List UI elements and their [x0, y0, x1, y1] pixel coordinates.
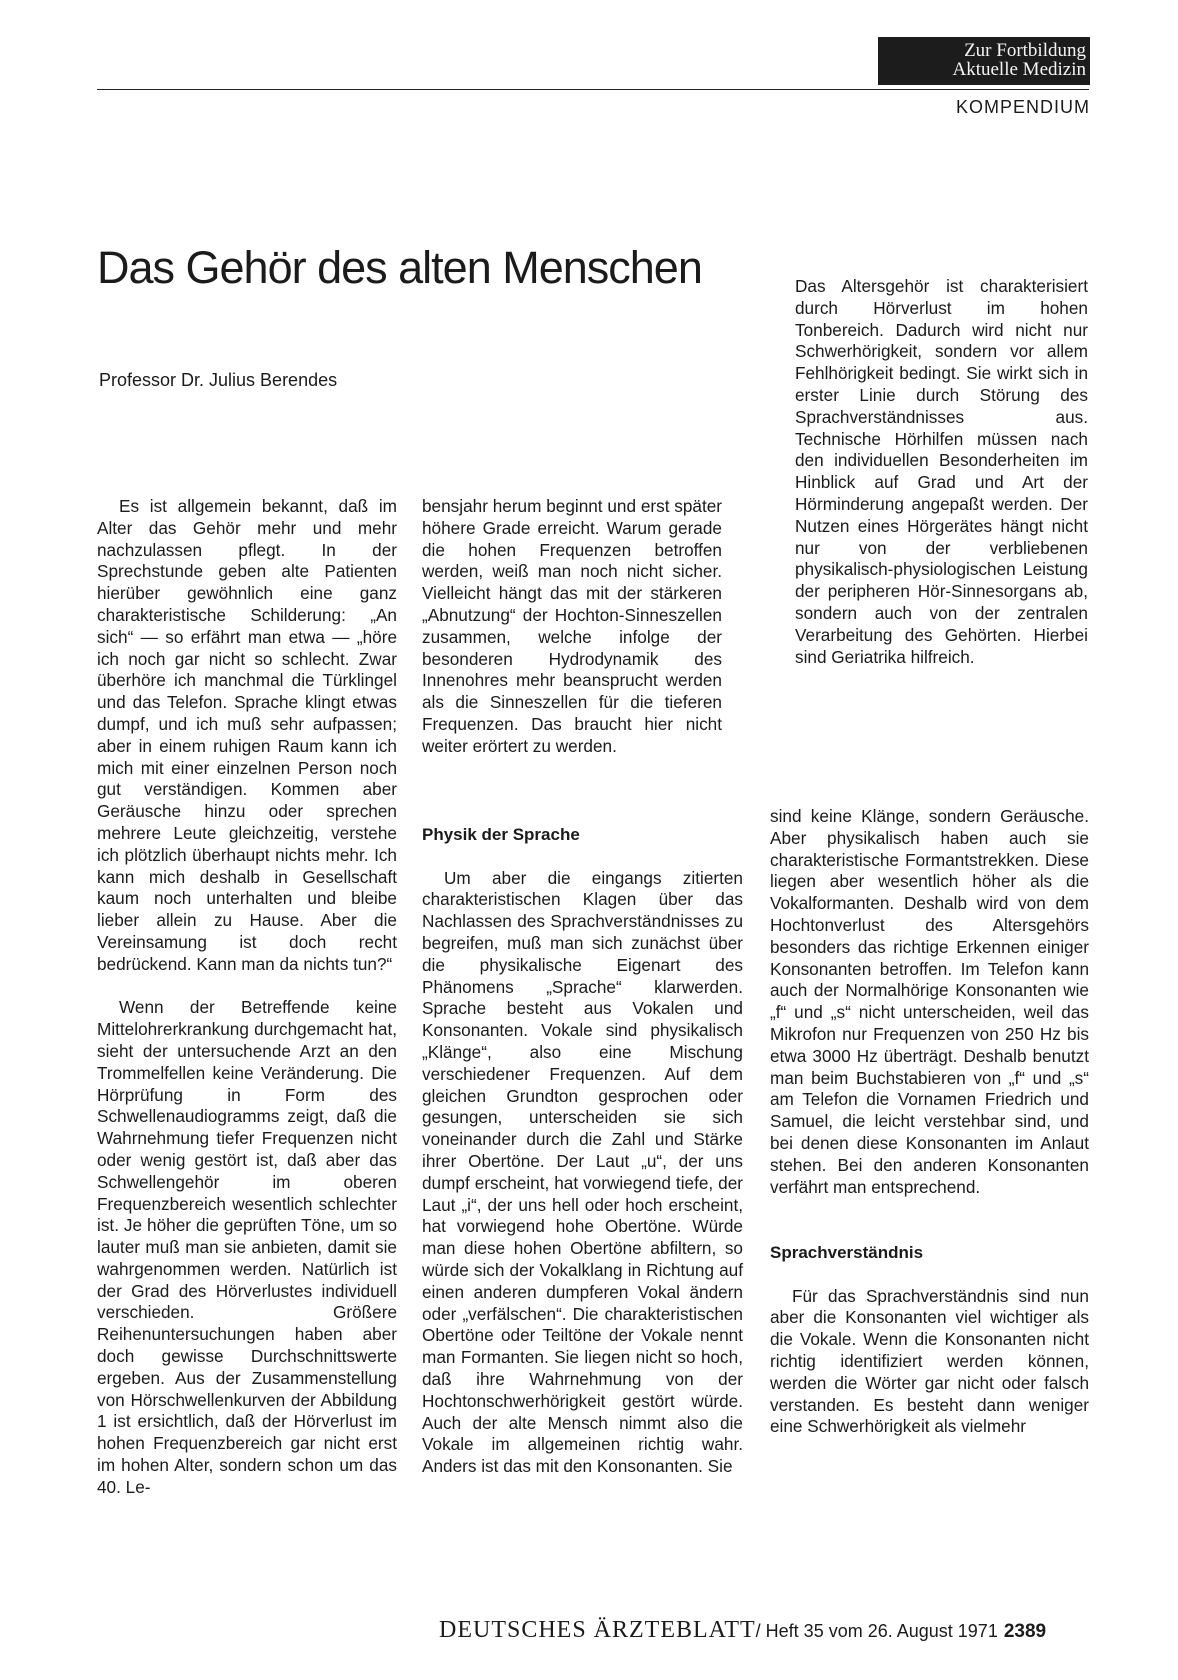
column-1 — [97, 496, 397, 1499]
section-label-line1: Zur Fortbildung — [964, 40, 1086, 61]
abstract-paragraph: Das Altersgehör ist charakterisiert durch Hörverlust im hohen Tonbereich. Dadurch wird nicht nur Schwerhörigkeit, sondern vor allem Fehlhörigkeit bedingt. Sie wirkt sich in erster Linie durch Störung des Sprachverständnisses aus. Technische Hörhilfen müssen nach den individuellen Besonderheiten im Hinblick auf Grad und Art der Hörminderung angepaßt werden. Der Nutzen eines Hörgerätes hängt nicht nur von der verbliebenen physikalisch-physiologischen Leistung der peripheren Hör-Sinnesorgans ab, sondern auch von der zentralen Verarbeitung des Gehörten. Hierbei sind Geriatrika hilfreich. — [795, 276, 1088, 667]
body-paragraph: Es ist allgemein bekannt, daß im Alter das Gehör mehr und mehr nachzulassen pflegt. In der Sprechstunde geben alte Patienten hierüber gewöhnlich eine ganz charakteristische Schilderung: „An sich“ — so erfährt man etwa — „höre ich noch gar nicht so schlecht. Zwar überhöre ich manchmal die Türklingel und das Telefon. Sprache klingt etwas dumpf, und ich muß sehr aufpassen; aber in einem ruhigen Raum kann ich mich mit einer einzelnen Person noch gut verständigen. Kommen aber Geräusche hinzu oder sprechen mehrere Leute gleichzeitig, verstehe ich plötzlich überhaupt nichts mehr. Ich kann mich deshalb in Gesellschaft kaum noch unterhalten und bleibe lieber allein zu Hause. Aber die Vereinsamung ist doch recht bedrückend. Kann man da nichts tun?“ — [97, 496, 397, 974]
section-heading-physik: Physik der Sprache — [422, 825, 580, 844]
category-label: KOMPENDIUM — [955, 97, 1090, 117]
body-paragraph: Wenn der Betreffende keine Mittelohrerkrankung durchgemacht hat, sieht der untersuchende Arzt an den Trommelfellen keine Veränderung. Die Hörprüfung in Form des Schwellenaudiogramms zeigt, daß die Wahrnehmung tiefer Frequenzen nicht oder wenig gestört ist, daß aber das Schwellengehör im oberen Frequenzbereich wesentlich schlechter ist. Je höher die geprüften Töne, um so lauter muß man sie anbieten, damit sie wahrgenommen werden. Natürlich ist der Grad des Hörverlustes individuell verschieden. Größere Reihenuntersuchungen haben aber doch gewisse Durchschnittswerte ergeben. Aus der Zusammenstellung von Hörschwellenkurven der Abbildung 1 ist ersichtlich, daß der Hörverlust im hohen Frequenzbereich gar nicht erst im hohen Alter, sondern schon um das 40. Le- — [97, 997, 397, 1497]
section-heading-sprachverstaendnis: Sprachverständnis — [770, 1242, 924, 1262]
abstract-column — [795, 276, 1088, 668]
issue-info: / Heft 35 vom 26. August 1971 — [755, 1621, 998, 1641]
body-paragraph: bensjahr herum beginnt und erst später höhere Grade erreicht. Warum gerade die hohen Frequenzen betroffen werden, weiß man noch nicht sicher. Vielleicht hängt das mit der stärkeren „Abnutzung“ der Hochton-Sinneszellen zusammen, welche infolge der besonderen Hydrodynamik des Innenohres mehr beansprucht werden als die Sinneszellen für die tieferen Frequenzen. Das braucht hier nicht weiter erörtert zu werden. — [422, 496, 723, 756]
body-paragraph: Für das Sprachverständnis sind nun aber die Konsonanten viel wichtiger als die Vokale. Wenn die Konsonanten nicht richtig identifiziert werden können, werden die Wörter gar nicht oder falsch verstanden. Es besteht dann weniger eine Schwerhörigkeit als vielmehr — [770, 1285, 1089, 1437]
page-footer — [439, 1617, 1046, 1644]
article-title: Das Gehör des alten Menschen — [97, 242, 702, 293]
magazine-name: DEUTSCHES ÄRZTEBLATT — [439, 1617, 756, 1643]
article-author: Professor Dr. Julius Berendes — [99, 370, 338, 390]
section-label-line2: Aktuelle Medizin — [952, 59, 1086, 80]
column-2-top — [422, 496, 722, 758]
header-rule — [97, 89, 1089, 90]
section-label-box — [878, 37, 1090, 85]
column-2-bottom — [422, 824, 743, 1478]
body-paragraph: sind keine Klänge, sondern Geräusche. Aber physikalisch haben auch sie charakteristische Formantstrekken. Diese liegen aber wesentlich höher als die Vokalformanten. Deshalb wird von dem Hochtonverlust des Altersgehörs besonders das richtige Erkennen einiger Konsonanten betroffen. Im Telefon kann auch der Normalhörige Konsonanten wie „f“ und „s“ nicht unterscheiden, weil das Mikrofon nur Frequenzen von 250 Hz bis etwa 3000 Hz überträgt. Deshalb benutzt man beim Buchstabieren von „f“ und „s“ am Telefon die Vornamen Friedrich und Samuel, die leicht verstehbar sind, und bei denen diese Konsonanten im Anlaut stehen. Bei den anderen Konsonanten verfährt man entsprechend. — [770, 806, 1089, 1197]
page-number: 2389 — [1003, 1621, 1047, 1642]
column-3-bottom — [770, 806, 1089, 1438]
body-paragraph: Um aber die eingangs zitierten charakteristischen Klagen über das Nachlassen des Sprachverständnisses zu begreifen, muß man sich zunächst über die physikalische Eigenart des Phänomens „Sprache“ klarwerden. Sprache besteht aus Vokalen und Konsonanten. Vokale sind physikalisch „Klänge“, also eine Mischung verschiedener Frequenzen. Auf dem gleichen Grundton gesprochen oder gesungen, unterscheiden sie sich voneinander durch die Zahl und Stärke ihrer Obertöne. Der Laut „u“, der uns dumpf erscheint, hat vorwiegend tiefe, der Laut „i“, der uns hell oder hoch erscheint, hat vorwiegend hohe Obertöne. Würde man diese hohen Obertöne abfiltern, so würde sich der Vokalklang in Richtung auf einen anderen dumpferen Vokal ändern oder „verfälschen“. Die charakteristischen Obertöne oder Teiltöne der Vokale nennt man Formanten. Sie liegen nicht so hoch, daß ihre Wahrnehmung von der Hochtonschwerhörigkeit gestört würde. Auch der alte Mensch nimmt also die Vokale im allgemeinen richtig wahr. Anders ist das mit den Konsonanten. Sie — [422, 867, 743, 1477]
